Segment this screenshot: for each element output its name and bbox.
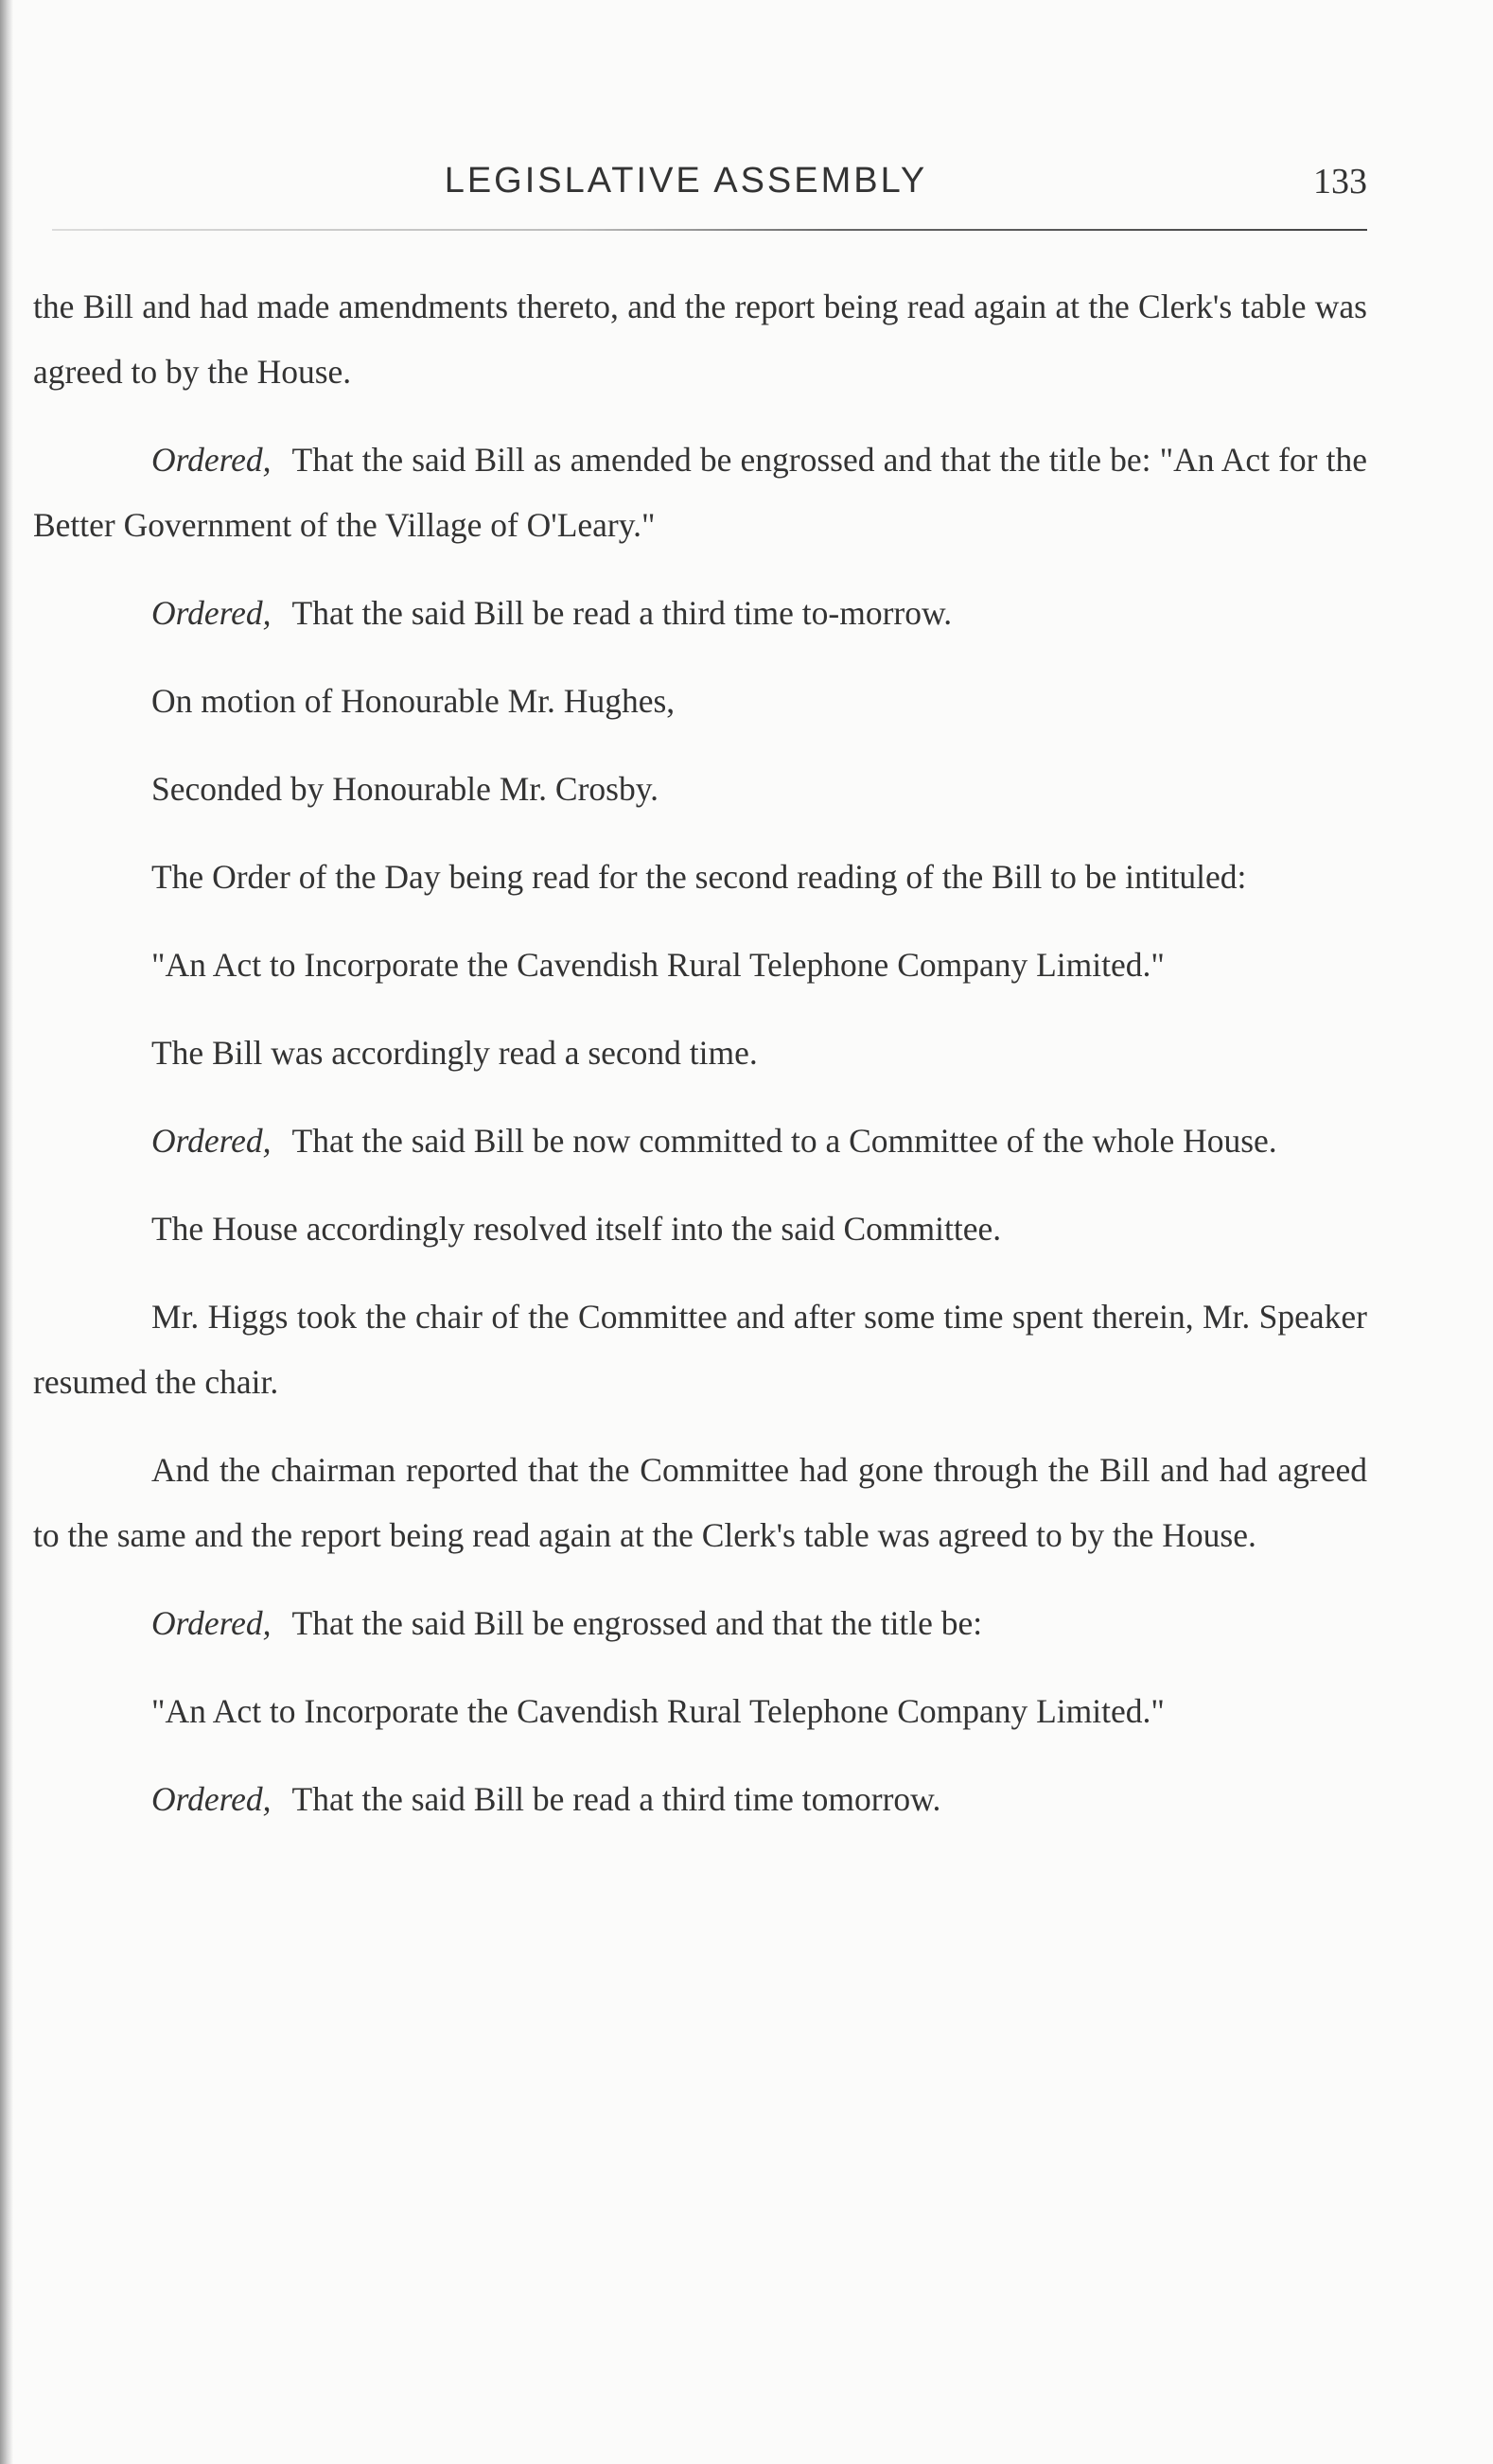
paragraph-text: That the said Bill be engrossed and that the title be: [291, 1604, 983, 1642]
paragraph-ordered-engrossed [33, 1591, 1367, 1656]
paragraph-house-resolved: The House accordingly resolved itself into the said Committee. [151, 1210, 1002, 1248]
page-edge-shadow [0, 0, 13, 2464]
paragraph-text: That the said Bill as amended be engrossed and that the title be: "An Act for the Better Government of the Village of O'Leary." [33, 441, 1367, 544]
ordered-label: Ordered, [151, 1122, 272, 1160]
paragraph-text: That the said Bill be read a third time tomorrow. [291, 1780, 941, 1818]
running-title: LEGISLATIVE ASSEMBLY [444, 161, 928, 201]
paragraph-bill-title-final: "An Act to Incorporate the Cavendish Rural Telephone Company Limited." [151, 1692, 1165, 1730]
paragraph-text: That the said Bill be now committed to a Committee of the whole House. [291, 1122, 1277, 1160]
paragraph-chair: Mr. Higgs took the chair of the Committee and after some time spent therein, Mr. Speaker resumed the chair. [33, 1298, 1367, 1401]
paragraph-second-reading: The Bill was accordingly read a second time. [151, 1034, 758, 1072]
ordered-label: Ordered, [151, 441, 272, 479]
paragraph-bill-title: "An Act to Incorporate the Cavendish Rural Telephone Company Limited." [151, 946, 1165, 984]
paragraph-seconded: Seconded by Honourable Mr. Crosby. [151, 770, 659, 808]
paragraph-ordered-title [33, 428, 1367, 558]
page-header [33, 161, 1367, 208]
paragraph-ordered-third-reading-final [33, 1767, 1367, 1832]
paragraph-order-of-day: The Order of the Day being read for the second reading of the Bill to be intituled: [151, 858, 1247, 896]
paragraph-chairman-report: And the chairman reported that the Committee had gone through the Bill and had agreed to the same and the report being read again at the Clerk's table was agreed to by the House. [33, 1451, 1367, 1554]
paragraph-continuation: the Bill and had made amendments thereto, and the report being read again at the Clerk's table was agreed to by the House. [33, 288, 1367, 391]
paragraph-motion: On motion of Honourable Mr. Hughes, [151, 682, 676, 720]
paragraph-text: That the said Bill be read a third time to-morrow. [291, 594, 953, 632]
ordered-label: Ordered, [151, 594, 272, 632]
ordered-label: Ordered, [151, 1604, 272, 1642]
page-number: 133 [1313, 162, 1367, 201]
ordered-label: Ordered, [151, 1780, 272, 1818]
page-body [33, 274, 1367, 1855]
paragraph-ordered-third-reading [33, 581, 1367, 646]
document-page [33, 0, 1367, 2464]
paragraph-ordered-committee [33, 1109, 1367, 1174]
header-rule [52, 229, 1367, 231]
